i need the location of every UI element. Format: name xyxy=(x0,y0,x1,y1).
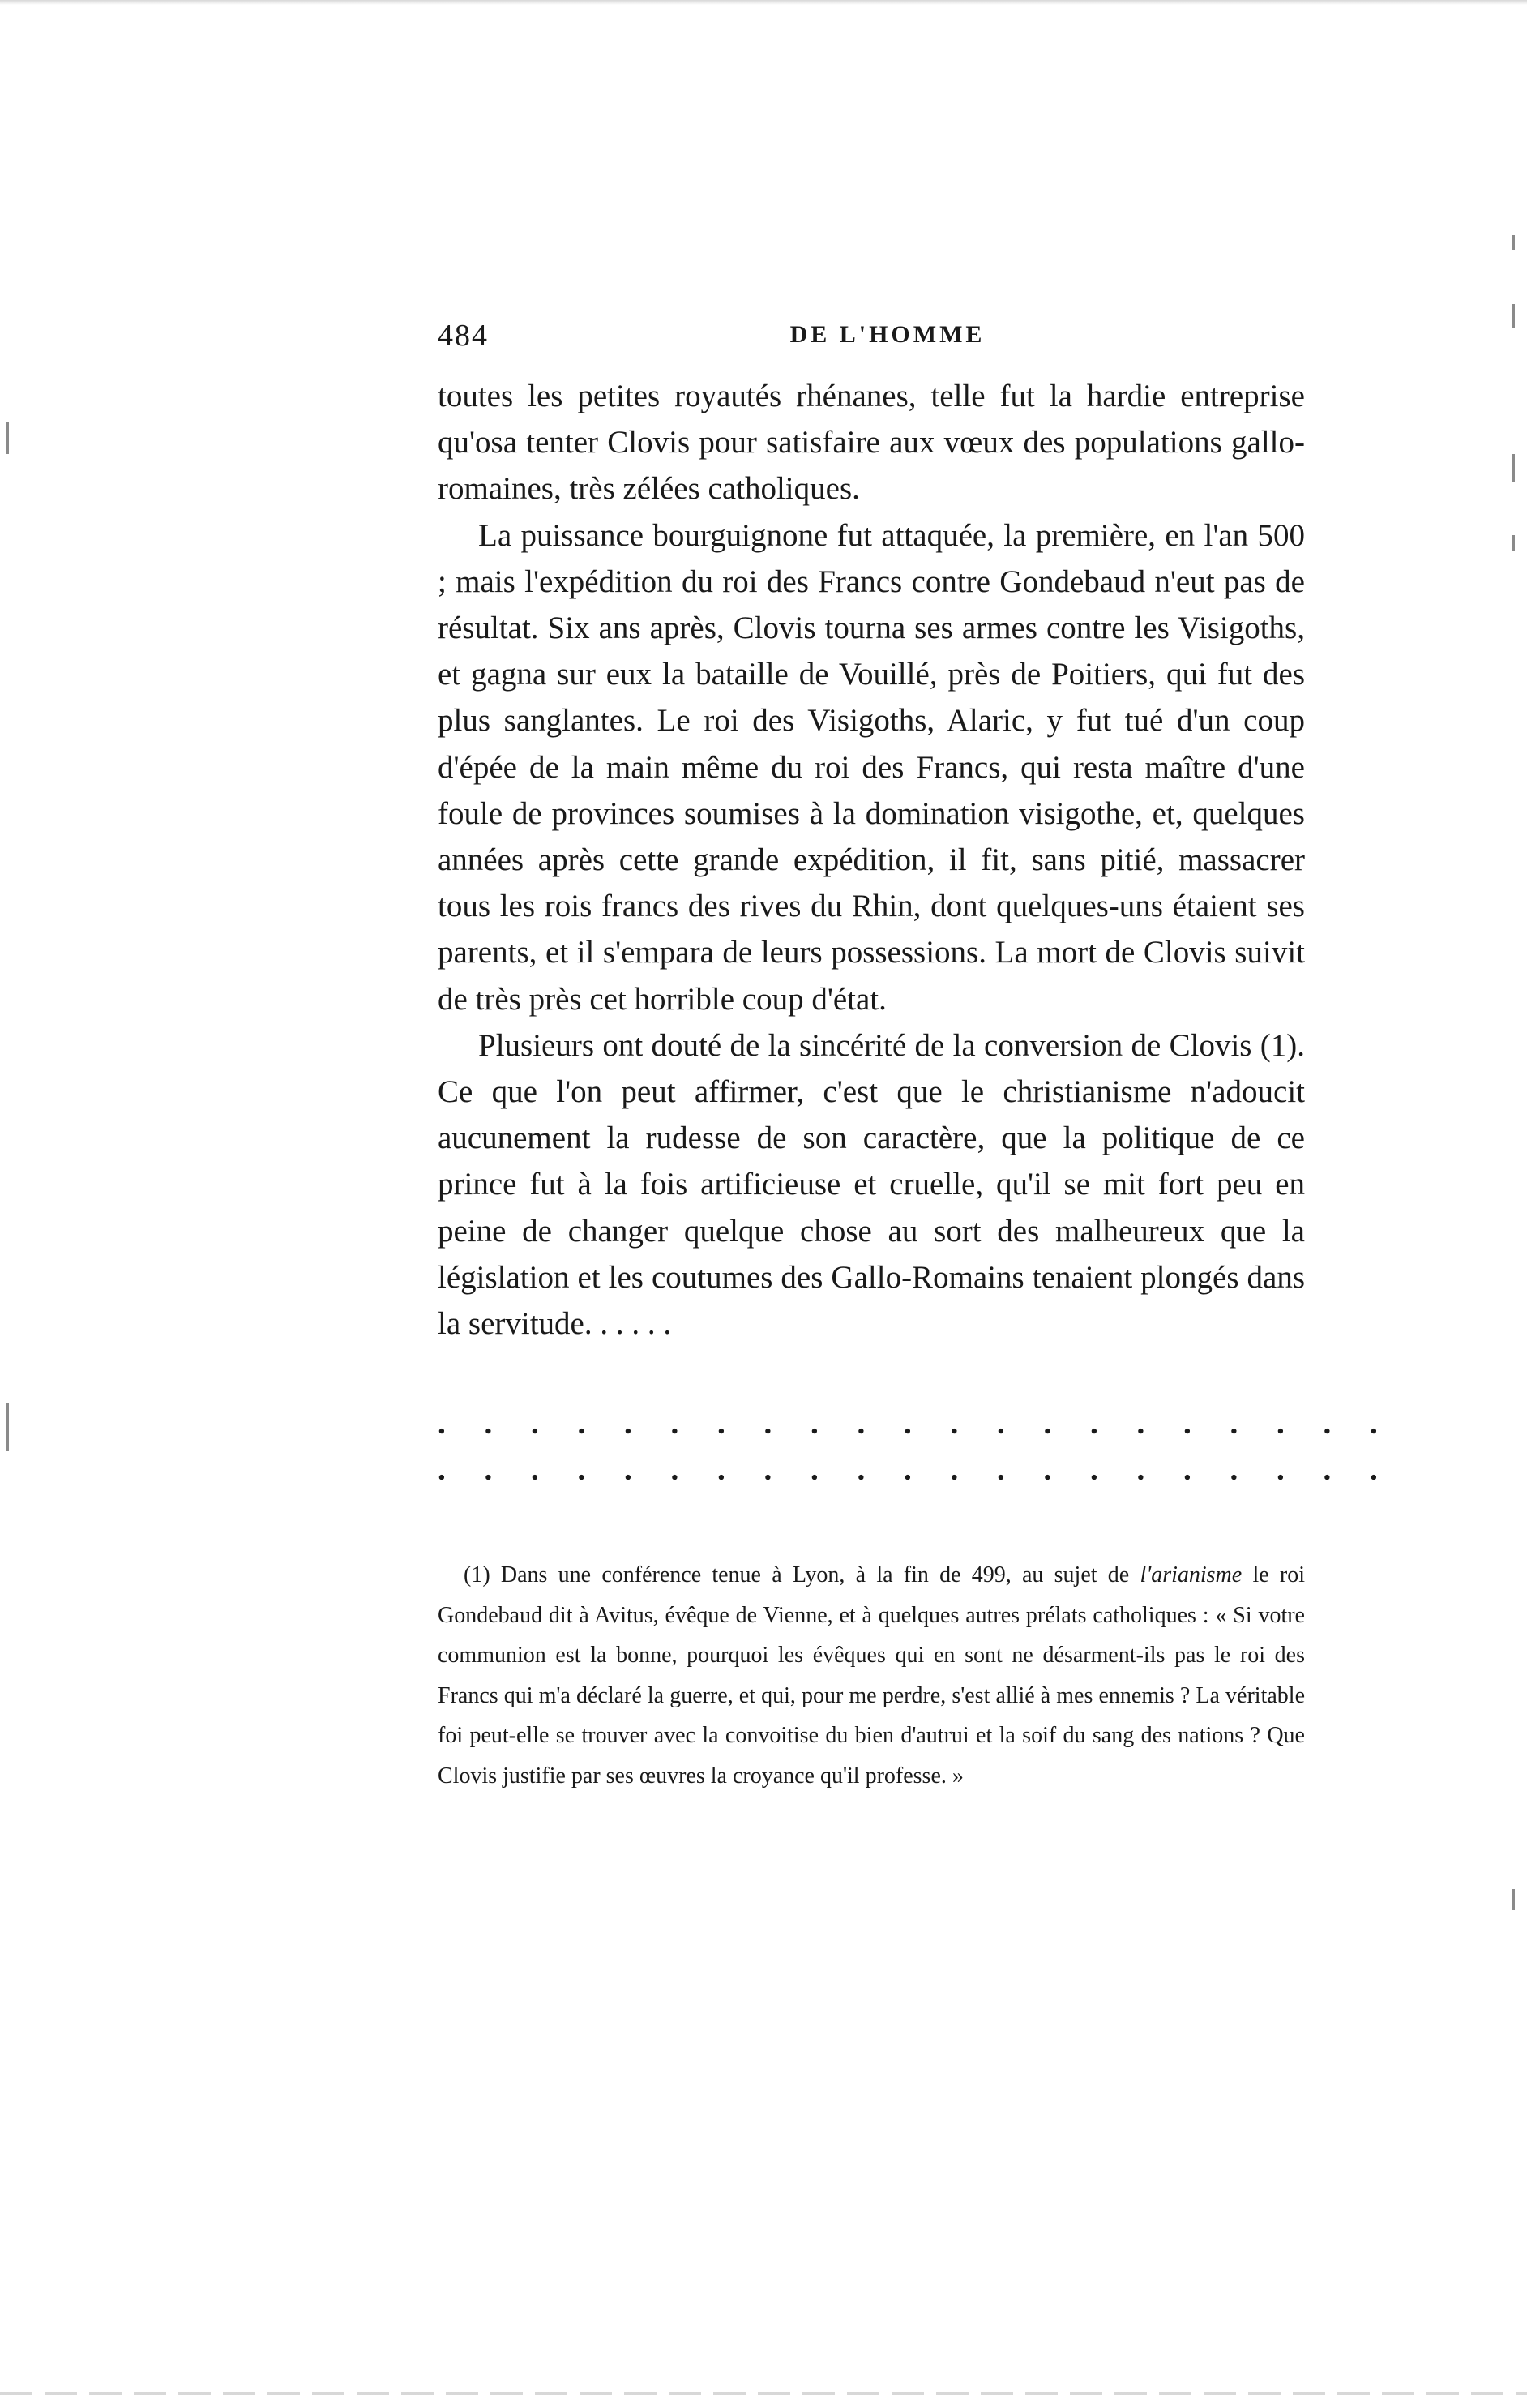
scan-edge-mark xyxy=(6,1403,9,1451)
ellipsis-dots: . . . . . . . . . . . . . . . . . . . . . xyxy=(438,1452,1393,1487)
ellipsis-line xyxy=(438,1451,1393,1487)
ellipsis-line xyxy=(438,1405,1393,1441)
running-title: DE L'HOMME xyxy=(789,321,986,348)
footnote-text: Dans une conférence tenue à Lyon, à la fin de 499, au sujet de xyxy=(500,1562,1140,1587)
scan-edge-mark xyxy=(6,422,9,454)
scan-edge-bottom xyxy=(0,2392,1527,2395)
scan-edge-mark xyxy=(1512,454,1515,482)
scan-edge-mark xyxy=(1512,535,1515,551)
paragraph: La puissance bourguignone fut attaquée, la première, en l'an 500 ; mais l'expédition du roi des Francs contre Gondebaud n'eut pas de résultat. Six ans après, Clovis tourna ses armes contre les Visigoths, et gagna sur eux la bataille de Vouillé, près de Poitiers, qui fut des plus sanglantes. Le roi des Visigoths, Alaric, y fut tué d'un coup d'épée de la main même du roi des Francs, qui resta maître d'une foule de provinces soumises à la domination visigothe, et, quelques années après cette grande expédition, il fit, sans pitié, massacrer tous les rois francs des rives du Rhin, dont quelques-uns étaient ses parents, et il s'empara de leurs possessions. La mort de Clovis suivit de très près cet horrible coup d'état. xyxy=(438,517,1305,1017)
running-head xyxy=(438,318,1337,357)
scan-edge-top xyxy=(0,0,1527,5)
scan-edge-mark xyxy=(1512,1889,1515,1910)
main-text xyxy=(438,373,1305,1347)
footnote-italic: l'arianisme xyxy=(1140,1562,1243,1587)
footnote xyxy=(438,1555,1305,1796)
footnote-text: le roi Gondebaud dit à Avitus, évêque de Vienne, et à quelques autres prélats catholiques : « Si votre communion est la bonne, pourquoi les évêques qui en sont ne désarment-ils pas le roi des Francs qui m'a déclaré la guerre, et qui, pour me perdre, s'est allié à mes ennemis ? La véritable foi peut-elle se trouver avec la convoitise du bien d'autrui et la soif du sang des nations ? Que Clovis justifie par ses œuvres la croyance qu'il professe. » xyxy=(438,1562,1305,1789)
scan-edge-mark xyxy=(1512,235,1515,250)
page-number: 484 xyxy=(438,319,489,353)
paragraph: Plusieurs ont douté de la sincérité de la conversion de Clovis (1). Ce que l'on peut affirmer, c'est que le christianisme n'adoucit aucunement la rudesse de son caractère, que la politique de ce prince fut à la fois artificieuse et cruelle, qu'il se mit fort peu en peine de changer quelque chose au sort des malheureux que la législation et les coutumes des Gallo-Romains tenaient plongés dans la servitude. . . . . . xyxy=(438,1027,1305,1342)
ellipsis-dots: . . . . . . . . . . . . . . . . . . . . . xyxy=(438,1406,1393,1441)
footnote-marker: (1) xyxy=(464,1562,490,1587)
scan-edge-mark xyxy=(1512,304,1515,328)
paragraph: toutes les petites royautés rhénanes, telle fut la hardie entreprise qu'osa tenter Clovis pour satisfaire aux vœux des populations gallo-romaines, très zélées catholiques. xyxy=(438,379,1305,507)
